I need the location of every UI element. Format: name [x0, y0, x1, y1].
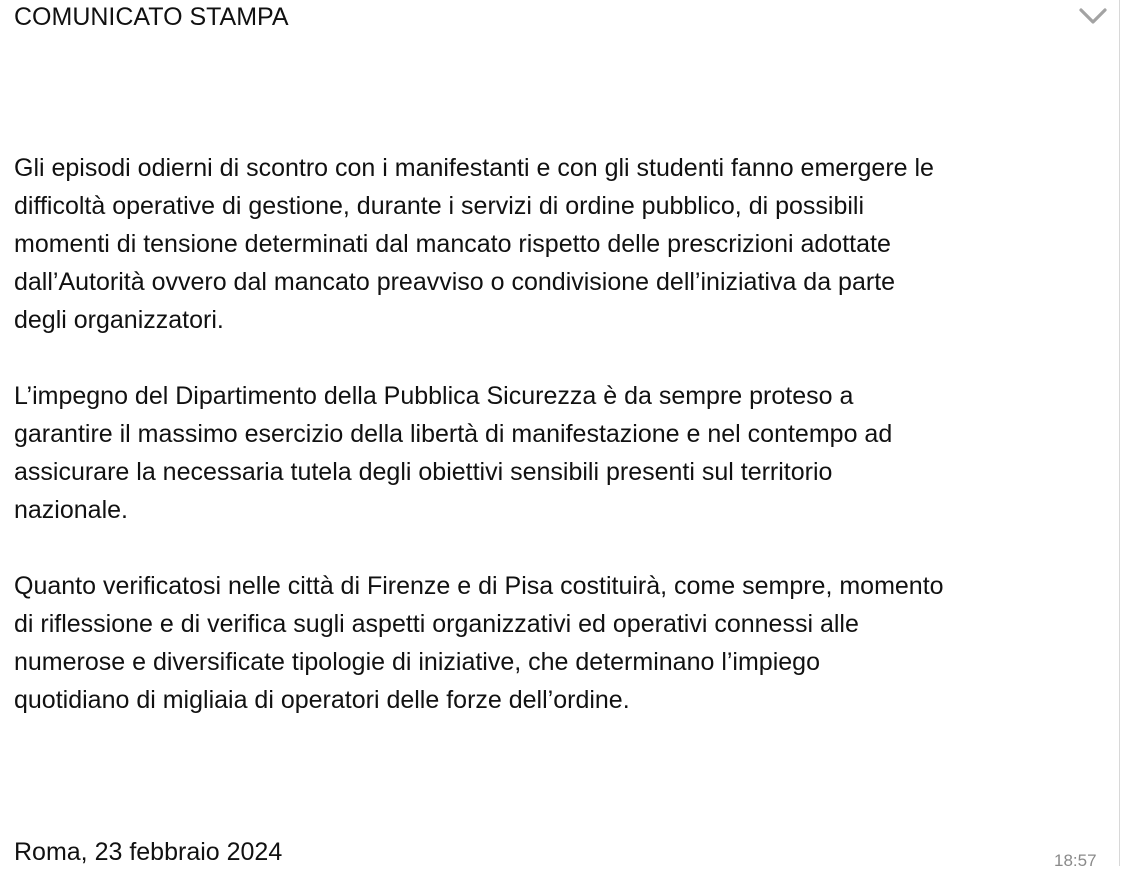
message-paragraph-2: L’impegno del Dipartimento della Pubblica Sicurezza è da sempre proteso a garantire il massimo esercizio della libertà di manifestazione e nel contempo ad assicurare la necessaria tutela degli obiettivi sensibili presenti sul territorio nazionale. [14, 382, 893, 524]
message-header-title: COMUNICATO STAMPA [14, 3, 289, 31]
message-paragraph-3: Quanto verificatosi nelle città di Firenze e di Pisa costituirà, come sempre, momento di riflessione e di verifica sugli aspetti organizzativi ed operativi connessi alle numerose e diversificate tipologie di iniziative, che determinano l’impiego quotidiano di migliaia di operatori delle forze dell’ordine. [14, 572, 944, 714]
chevron-down-icon[interactable] [1076, 4, 1110, 30]
message-timestamp: 18:57 [1054, 851, 1097, 870]
message-signature: Roma, 23 febbraio 2024 [14, 838, 283, 866]
message-paragraph-1: Gli episodi odierni di scontro con i manifestanti e con gli studenti fanno emergere le difficoltà operative di gestione, durante i servizi di ordine pubblico, di possibili momenti di tensione determinati dal mancato rispetto delle prescrizioni adottate dall’Autorità ovvero dal mancato preavviso o condivisione dell’iniziativa da parte degli organizzatori. [14, 154, 934, 334]
